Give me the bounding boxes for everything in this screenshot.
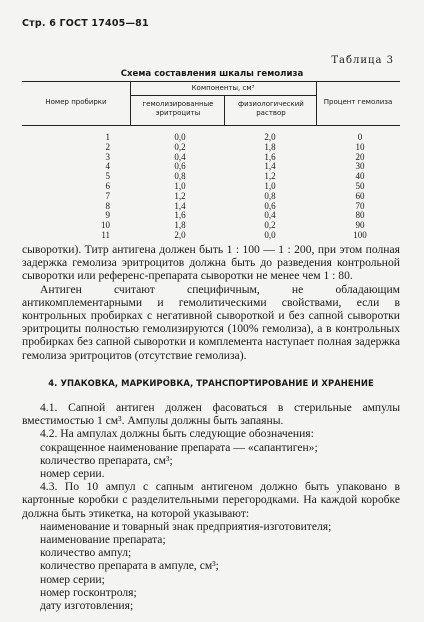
table-cell: 8 bbox=[105, 200, 110, 211]
table-cell: 50 bbox=[355, 180, 365, 191]
table-cell: 1,6 bbox=[264, 151, 276, 162]
table-cell: 1,2 bbox=[174, 190, 186, 201]
table-cell: 40 bbox=[355, 171, 365, 182]
table-cell: 1,8 bbox=[264, 141, 276, 152]
table-cell: 0 bbox=[357, 132, 363, 142]
table-cell: 0,6 bbox=[174, 161, 186, 172]
list-item: дату изготовления; bbox=[40, 599, 134, 613]
list-item: номер госконтроля; bbox=[40, 585, 137, 599]
list-item: количество препарата, см³; bbox=[40, 453, 173, 467]
table-cell: 30 bbox=[355, 161, 365, 172]
table-cell: 100 bbox=[353, 229, 367, 240]
table-cell: 0,2 bbox=[174, 141, 186, 152]
section-heading: 4. УПАКОВКА, МАРКИРОВКА, ТРАНСПОРТИРОВАНИЕ И ХРАНЕНИЕ bbox=[48, 377, 374, 388]
table-cell: 10 bbox=[101, 220, 110, 231]
table-cell: 1,4 bbox=[174, 200, 186, 211]
table-cell: 0,0 bbox=[264, 229, 276, 240]
table-cell: 2,0 bbox=[264, 132, 276, 142]
erythrocytes-column bbox=[160, 133, 200, 241]
table-cell: 1,0 bbox=[264, 180, 276, 191]
paragraph-4-2: 4.2. На ампулах должны быть следующие обозначения: bbox=[40, 427, 314, 441]
table-cell: 1,4 bbox=[264, 161, 276, 172]
table-title: Схема составления шкалы гемолиза bbox=[120, 69, 304, 79]
table-rule-components bbox=[130, 95, 316, 96]
table-cell: 0,8 bbox=[174, 171, 186, 182]
table-cell: 3 bbox=[105, 151, 110, 162]
col-header-percent: Процент гемолиза bbox=[323, 98, 393, 106]
list-item: наименование и товарный знак предприятия-изготовителя; bbox=[40, 519, 332, 533]
saline-column bbox=[250, 133, 290, 241]
paragraph-4-3: 4.3. По 10 ампул с сапным антигеном должно быть упаковано в картонные коробки с разделительными перегородками. На каждой коробке должна быть этикетка, на которой указывают: bbox=[22, 480, 400, 520]
table-cell: 0,4 bbox=[174, 151, 186, 162]
table-cell: 70 bbox=[355, 200, 365, 211]
page-header: Стр. 6 ГОСТ 17405—81 bbox=[22, 18, 149, 29]
list-item: номер серии. bbox=[40, 467, 105, 481]
percent-column bbox=[340, 133, 380, 241]
table-rule-top bbox=[22, 81, 400, 82]
table-cell: 2 bbox=[105, 141, 110, 152]
paragraph-titer: сыворотки). Титр антигена должен быть 1 : 100 — 1 : 200, при этом полная задержка гемолиза эритроцитов должна быть до разведения контрольной сыворотки или референс-препарата сыворотки не менее чем 1 : 80. bbox=[22, 243, 400, 283]
table-cell: 1 bbox=[105, 132, 110, 142]
table-cell: 5 bbox=[105, 171, 110, 182]
table-divider-2 bbox=[224, 95, 225, 125]
table-cell: 10 bbox=[355, 141, 365, 152]
list-item: номер серии; bbox=[40, 572, 105, 586]
table-label: Таблица 3 bbox=[331, 55, 394, 66]
table-cell: 11 bbox=[101, 229, 110, 240]
paragraph-specificity: Антиген считают специфичным, не обладающим антикомплементарными и гемолитическими свойствами, если в контрольных пробирках с негативной сывороткой и без сапной сыворотки эритроциты полностью гемолизируются (100% гемолиза), а в контрольных пробирках без сапной сыворотки и комплемента наступает полная задержка гемолиза эритроцитов (отсутствие гемолиза). bbox=[22, 282, 400, 362]
table-cell: 9 bbox=[105, 210, 110, 221]
table-cell: 0,4 bbox=[264, 210, 276, 221]
table-cell: 7 bbox=[105, 190, 110, 201]
table-cell: 1,8 bbox=[174, 220, 186, 231]
table-cell: 0,6 bbox=[264, 200, 276, 211]
list-item: наименование препарата; bbox=[40, 533, 166, 547]
table-cell: 4 bbox=[105, 161, 110, 172]
table-cell: 1,2 bbox=[264, 171, 276, 182]
table-cell: 1,0 bbox=[174, 180, 186, 191]
table-cell: 0,8 bbox=[264, 190, 276, 201]
table-cell: 60 bbox=[355, 190, 365, 201]
table-cell: 90 bbox=[355, 220, 365, 231]
col-header-components: Компоненты, см³ bbox=[191, 84, 255, 92]
list-item: количество ампул; bbox=[40, 546, 132, 560]
col-header-saline: физиологический раствор bbox=[238, 100, 304, 117]
table-cell: 1,6 bbox=[174, 210, 186, 221]
col-header-tube: Номер пробирки bbox=[45, 98, 107, 106]
document-body bbox=[22, 243, 400, 612]
table-rule-header bbox=[22, 125, 400, 126]
table-cell: 20 bbox=[355, 151, 365, 162]
table-cell: 0,2 bbox=[264, 220, 276, 231]
paragraph-4-1: 4.1. Сапной антиген должен фасоваться в стерильные ампулы вместимостью 1 см³. Ампулы должны быть запаяны. bbox=[22, 401, 400, 428]
table-cell: 0,0 bbox=[174, 132, 186, 142]
table-cell: 6 bbox=[105, 180, 110, 191]
col-header-erythrocytes: гемолизированные эритроциты bbox=[142, 100, 214, 117]
tube-number-column bbox=[80, 133, 110, 241]
list-item: сокращенное наименование препарата — «сапантиген»; bbox=[40, 440, 318, 454]
table-cell: 2,0 bbox=[174, 229, 186, 240]
list-item: количество препарата в ампуле, см³; bbox=[40, 559, 219, 573]
table-cell: 80 bbox=[355, 210, 365, 221]
